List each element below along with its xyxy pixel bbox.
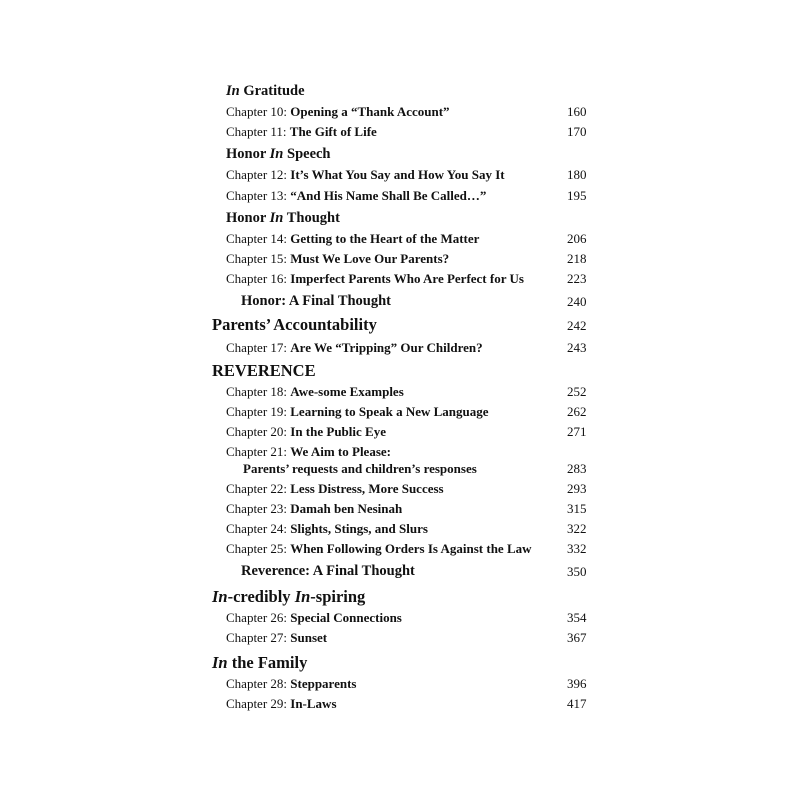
page-number: 322 [567, 521, 587, 536]
chapter-title: Damah ben Nesinah [290, 501, 403, 516]
page-number: 350 [567, 564, 587, 579]
chapter-title: “And His Name Shall Be Called…” [290, 188, 487, 203]
chapter-label: Chapter 28: [226, 676, 291, 691]
section-title-part: In [294, 587, 311, 606]
chapter-title: Opening a “Thank Account” [290, 104, 450, 119]
section-title-part: Thought [283, 210, 340, 226]
chapter-label: Chapter 11: [226, 124, 290, 139]
section-title-part: In [212, 587, 228, 606]
chapter-title: Are We “Tripping” Our Children? [290, 340, 483, 355]
page-number: 206 [567, 231, 587, 246]
entry-title: Honor: A Final Thought [241, 293, 392, 309]
chapter-label: Chapter 17: [226, 340, 291, 355]
chapter-label: Chapter 25: [226, 541, 291, 556]
page-number: 243 [567, 340, 587, 355]
section-title: Parents’ Accountability [212, 315, 377, 334]
chapter-label: Chapter 13: [226, 188, 291, 203]
chapter-title: Less Distress, More Success [290, 481, 444, 496]
chapter-title: Special Connections [290, 610, 402, 625]
chapter-label: Chapter 10: [226, 104, 291, 119]
chapter-label: Chapter 16: [226, 271, 291, 286]
page-number: 315 [567, 501, 587, 516]
page-number: 417 [567, 696, 587, 711]
chapter-label: Chapter 26: [226, 610, 291, 625]
chapter-label: Chapter 19: [226, 404, 291, 419]
page-number: 218 [567, 251, 587, 266]
page-number: 240 [567, 294, 587, 309]
chapter-label: Chapter 27: [226, 630, 291, 645]
chapter-title: In the Public Eye [290, 424, 386, 439]
page-number: 367 [567, 630, 587, 645]
section-title-part: Gratitude [239, 83, 305, 99]
section-title-part: the Family [227, 653, 308, 672]
chapter-title: Imperfect Parents Who Are Perfect for Us [290, 271, 524, 286]
page-number: 223 [567, 271, 587, 286]
chapter-label: Chapter 15: [226, 251, 291, 266]
chapter-title: Learning to Speak a New Language [290, 404, 489, 419]
page-number: 283 [567, 461, 587, 476]
page-number: 262 [567, 404, 587, 419]
chapter-subtitle: Parents’ requests and children’s responses [243, 461, 477, 476]
chapter-label: Chapter 20: [226, 424, 291, 439]
section-title-part: In [269, 210, 284, 226]
chapter-title: In-Laws [290, 696, 337, 711]
page-number: 271 [567, 424, 587, 439]
chapter-title: Getting to the Heart of the Matter [290, 231, 480, 246]
chapter-label: Chapter 24: [226, 521, 291, 536]
page-number: 293 [567, 481, 587, 496]
chapter-label: Chapter 29: [226, 696, 291, 711]
chapter-title: Sunset [290, 630, 328, 645]
section-title-part: Speech [283, 146, 331, 162]
section-title-part: In [269, 146, 284, 162]
chapter-title: It’s What You Say and How You Say It [290, 167, 505, 182]
chapter-title: The Gift of Life [289, 124, 377, 139]
chapter-label: Chapter 14: [226, 231, 291, 246]
chapter-title: Slights, Stings, and Slurs [290, 521, 428, 536]
chapter-label: Chapter 21: [226, 444, 291, 459]
chapter-title: When Following Orders Is Against the Law [290, 541, 532, 556]
chapter-label: Chapter 23: [226, 501, 291, 516]
entry-title: Reverence: A Final Thought [241, 563, 415, 579]
page-number: 396 [567, 676, 587, 691]
page-number: 354 [567, 610, 587, 625]
page-number: 332 [567, 541, 587, 556]
section-title-part: -spiring [310, 587, 366, 606]
section-title-part: -credibly [227, 587, 295, 606]
chapter-title: Must We Love Our Parents? [290, 251, 450, 266]
section-title-part: In [226, 83, 240, 99]
section-title-part: In [212, 653, 228, 672]
section-title-part: Honor [226, 146, 270, 162]
page-number: 160 [567, 104, 587, 119]
page-number: 242 [567, 318, 587, 333]
chapter-label: Chapter 12: [226, 167, 291, 182]
chapter-title: Stepparents [290, 676, 357, 691]
page-number: 195 [567, 188, 587, 203]
chapter-label: Chapter 18: [226, 384, 291, 399]
page-number: 180 [567, 167, 587, 182]
section-title: REVERENCE [212, 361, 316, 380]
chapter-label: Chapter 22: [226, 481, 291, 496]
chapter-title: Awe-some Examples [290, 384, 404, 399]
page-number: 170 [567, 124, 587, 139]
page-number: 252 [567, 384, 587, 399]
section-title-part: Honor [226, 210, 270, 226]
chapter-title: We Aim to Please: [290, 444, 391, 459]
